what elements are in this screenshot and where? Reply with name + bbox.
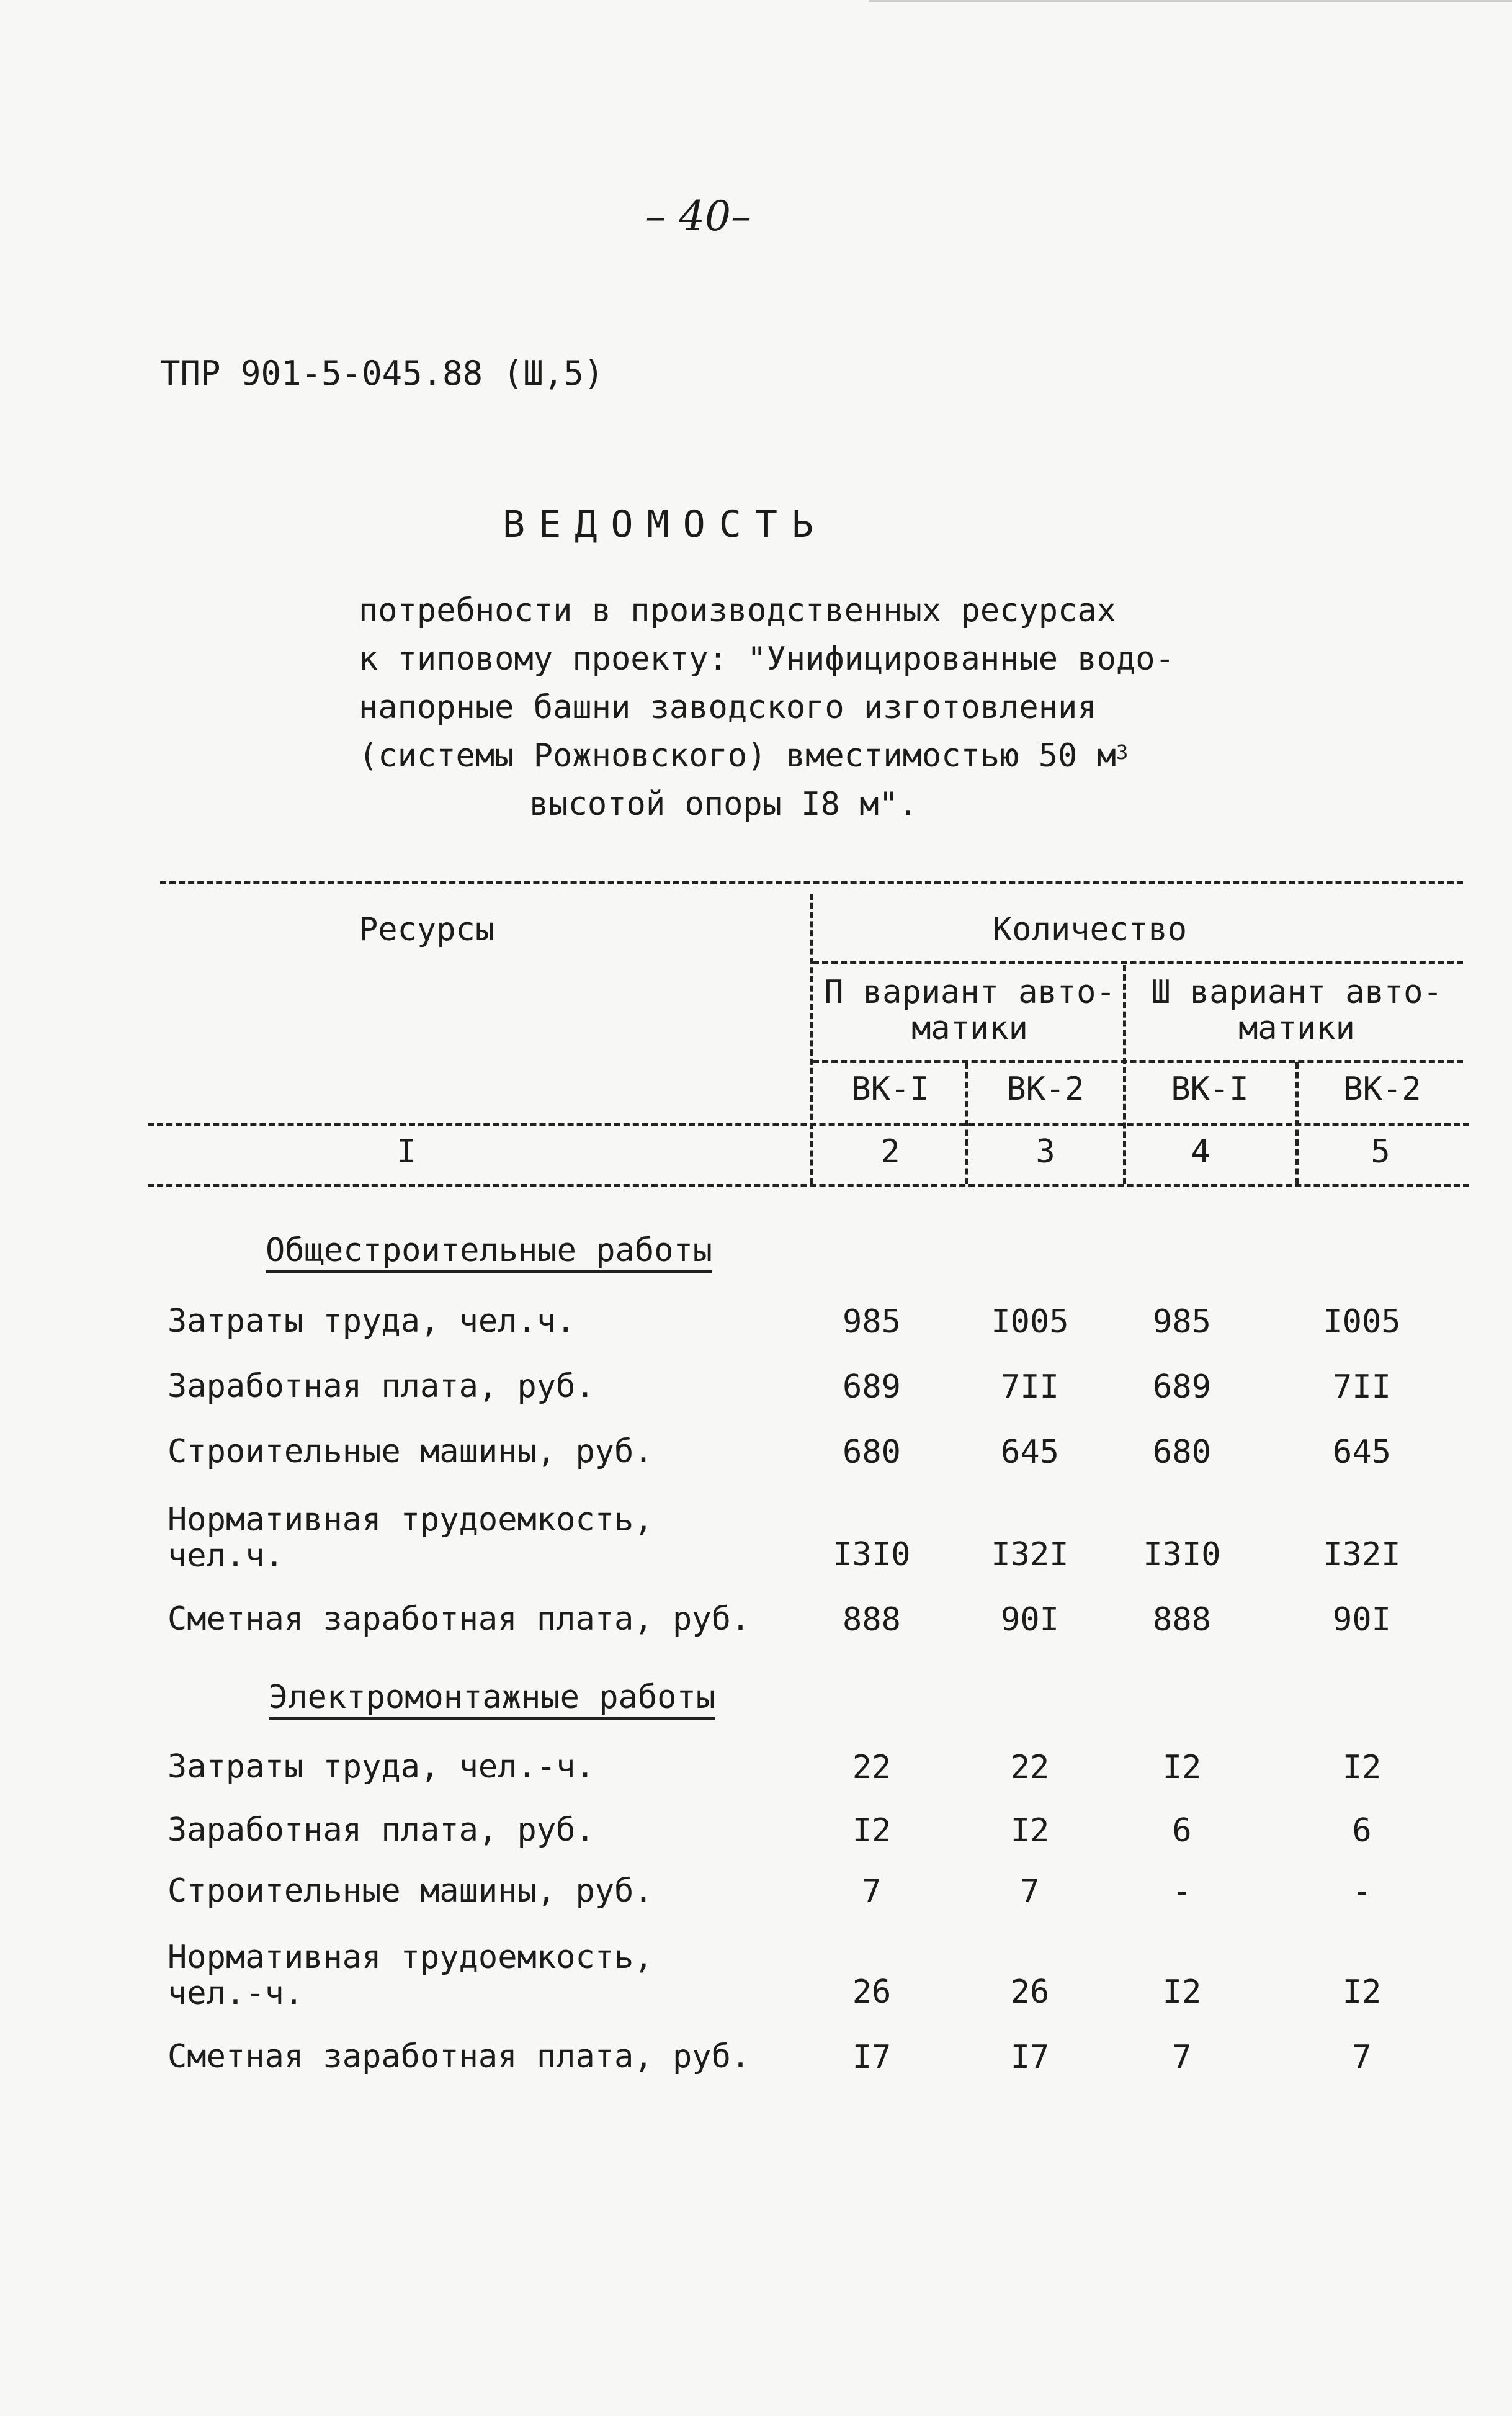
row-value-col2: 22 (852, 1749, 892, 1786)
row-value-col4: 689 (1153, 1368, 1211, 1406)
row-label: Нормативная трудоемкость, чел.ч. (168, 1501, 653, 1574)
row-value-col3: 22 (1010, 1749, 1050, 1786)
subtitle (359, 586, 1289, 829)
document-reference: ТПР 901-5-045.88 (Ш,5) (160, 354, 604, 393)
row-value-col4: I2 (1162, 1974, 1202, 2011)
row-value-col2: 888 (843, 1601, 901, 1638)
row-value-col4: - (1172, 1873, 1192, 1910)
row-label: Заработная плата, руб. (168, 1812, 595, 1849)
header-variant-3: Ш вариант авто- матики (1151, 974, 1443, 1047)
subheader-vk1-a: ВК-I (851, 1071, 929, 1108)
section-title-general-construction: Общестроительные работы (266, 1232, 712, 1273)
row-value-col5: 7II (1333, 1368, 1391, 1406)
row-value-col3: 90I (1001, 1601, 1059, 1638)
superscript-3: 3 (1116, 740, 1129, 764)
table-row (0, 1601, 1512, 1645)
row-label: Сметная заработная плата, руб. (168, 1601, 751, 1638)
table-row (0, 1502, 1512, 1583)
row-value-col2: 680 (843, 1434, 901, 1471)
table-row (0, 1434, 1512, 1477)
header-resources: Ресурсы (359, 911, 495, 948)
table-row (0, 1749, 1512, 1792)
column-separator-main (810, 894, 813, 1184)
numbers-bottom-rule (148, 1184, 1469, 1187)
table-row (0, 2039, 1512, 2082)
row-value-col5: - (1352, 1873, 1372, 1910)
page-title: ВЕДОМОСТЬ (503, 503, 828, 546)
column-number-2: 2 (880, 1133, 900, 1170)
subheader-vk1-b: ВК-I (1171, 1071, 1249, 1108)
header-quantity: Количество (993, 911, 1188, 948)
row-value-col4: 888 (1153, 1601, 1211, 1638)
subtitle-line-1: потребности в производственных ресурсах (359, 592, 1116, 629)
table-row (0, 1303, 1512, 1347)
header-variant-2: П вариант авто- матики (824, 974, 1116, 1047)
subheader-vk2-a: ВК-2 (1006, 1071, 1085, 1108)
row-value-col3: I32I (991, 1536, 1069, 1573)
row-value-col2: 26 (852, 1974, 892, 2011)
table-top-rule (160, 881, 1463, 884)
row-value-col3: 7II (1001, 1368, 1059, 1406)
row-value-col3: I7 (1010, 2039, 1050, 2076)
header-bottom-rule (148, 1123, 1469, 1126)
row-label: Строительные машины, руб. (168, 1872, 653, 1910)
row-value-col2: I7 (852, 2039, 892, 2076)
column-separator-4-5 (1295, 1062, 1299, 1184)
row-value-col2: 985 (843, 1303, 901, 1340)
page-number: – 40– (645, 192, 751, 240)
row-value-col3: 7 (1020, 1873, 1040, 1910)
column-number-5: 5 (1371, 1133, 1390, 1170)
row-value-col5: I005 (1323, 1303, 1401, 1340)
subtitle-line-5: высотой опоры I8 м". (529, 786, 918, 823)
row-label: Нормативная трудоемкость, чел.-ч. (168, 1939, 653, 2012)
row-value-col5: 6 (1352, 1812, 1372, 1849)
row-value-col4: 680 (1153, 1434, 1211, 1471)
row-label: Затраты труда, чел.-ч. (168, 1748, 595, 1785)
row-value-col4: I2 (1162, 1749, 1202, 1786)
column-number-3: 3 (1036, 1133, 1055, 1170)
table-row (0, 1368, 1512, 1412)
row-value-col3: 26 (1010, 1974, 1050, 2011)
subtitle-line-3: напорные башни заводского изготовления (359, 689, 1097, 726)
row-label: Сметная заработная плата, руб. (168, 2038, 751, 2075)
row-value-col2: I2 (852, 1812, 892, 1849)
row-value-col2: 689 (843, 1368, 901, 1406)
variant-rule (813, 1060, 1463, 1063)
row-value-col3: I005 (991, 1303, 1069, 1340)
subheader-vk2-b: ВК-2 (1343, 1071, 1421, 1108)
row-value-col5: 7 (1352, 2039, 1372, 2076)
section-title-electrical-works: Электромонтажные работы (269, 1679, 715, 1720)
row-value-col2: 7 (862, 1873, 882, 1910)
column-separator-variants (1123, 965, 1126, 1184)
row-value-col5: 90I (1333, 1601, 1391, 1638)
row-label: Затраты труда, чел.ч. (168, 1303, 576, 1340)
row-value-col5: 645 (1333, 1434, 1391, 1471)
column-number-1: I (396, 1133, 416, 1170)
page-top-border (869, 0, 1512, 2)
subtitle-line-4: (системы Рожновского) вместимостью 50 $м^3$ (359, 737, 1129, 775)
table-row (0, 1873, 1512, 1916)
row-value-col4: 7 (1172, 2039, 1192, 2076)
row-value-col4: 6 (1172, 1812, 1192, 1849)
row-value-col5: I2 (1342, 1974, 1382, 2011)
column-number-4: 4 (1191, 1133, 1210, 1170)
quantity-rule (813, 961, 1463, 964)
row-value-col5: I32I (1323, 1536, 1401, 1573)
row-value-col3: I2 (1010, 1812, 1050, 1849)
table-row (0, 1939, 1512, 2020)
row-value-col5: I2 (1342, 1749, 1382, 1786)
row-label: Строительные машины, руб. (168, 1433, 653, 1470)
column-separator-2-3 (965, 1062, 968, 1184)
row-value-col4: 985 (1153, 1303, 1211, 1340)
table-row (0, 1812, 1512, 1856)
subtitle-line-2: к типовому проекту: "Унифицированные водо- (359, 640, 1174, 678)
row-value-col3: 645 (1001, 1434, 1059, 1471)
row-value-col4: I3I0 (1143, 1536, 1221, 1573)
row-value-col2: I3I0 (833, 1536, 911, 1573)
row-label: Заработная плата, руб. (168, 1368, 595, 1405)
